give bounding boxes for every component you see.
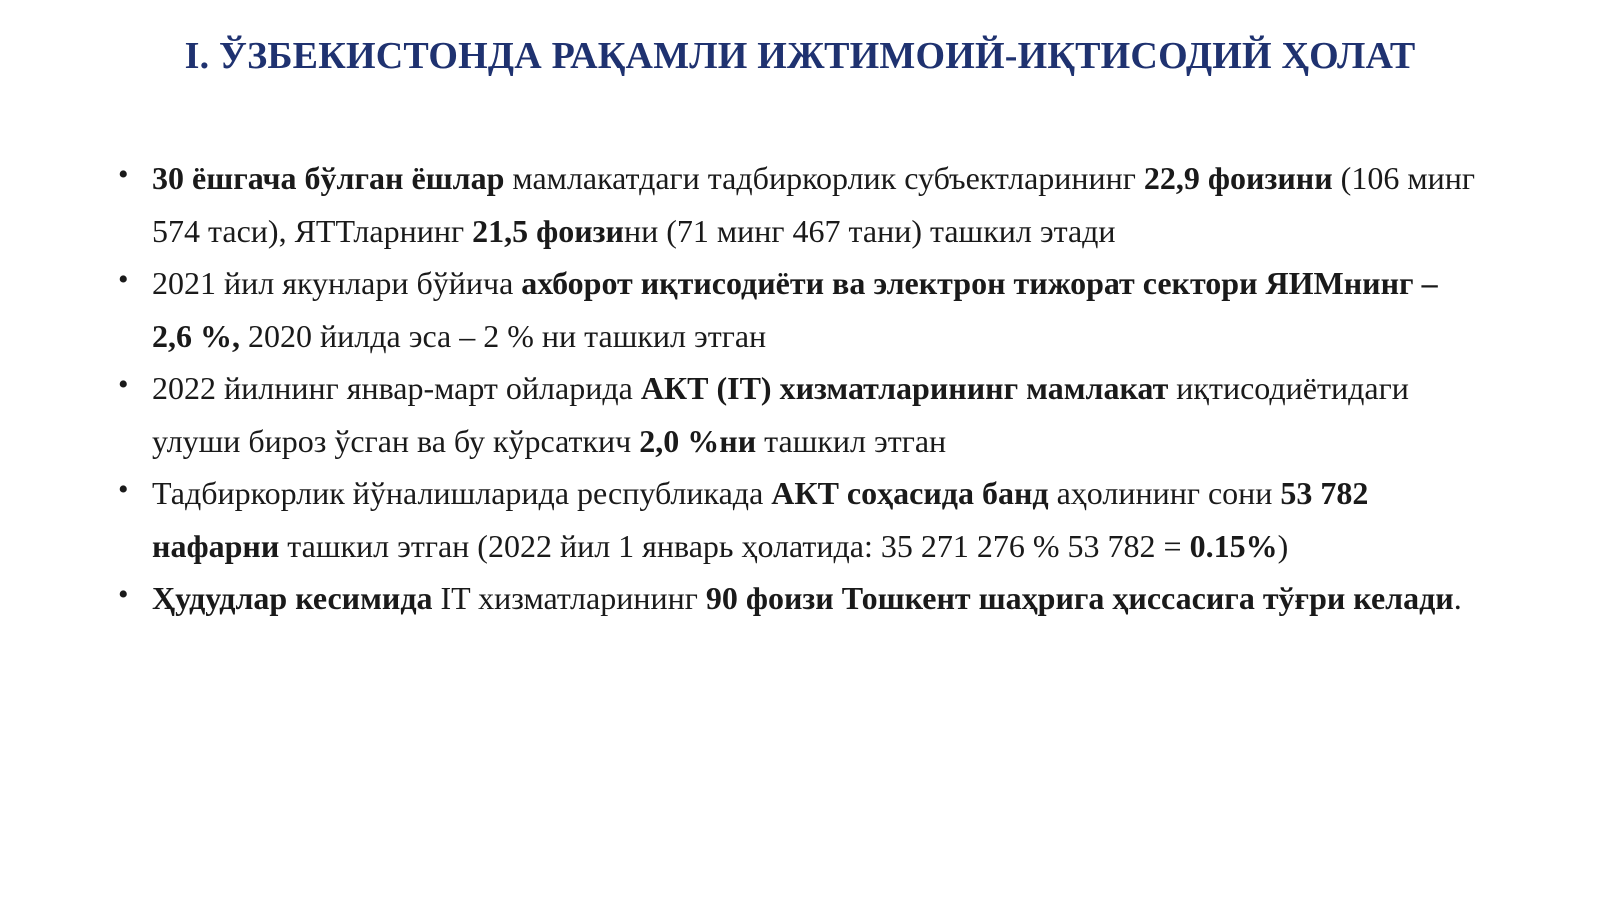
slide-title: I. ЎЗБЕКИСТОНДА РАҚАМЛИ ИЖТИМОИЙ-ИҚТИСОДИЙ ҲОЛАТ bbox=[184, 35, 1416, 77]
text-segment: 30 ёшгача бўлган ёшлар bbox=[152, 160, 505, 196]
text-segment: ташкил этган bbox=[756, 422, 947, 459]
bullet-text bbox=[152, 475, 1368, 564]
text-segment: 2021 йил якунлари бўйича bbox=[152, 265, 522, 301]
text-segment: Тадбиркорлик йўналишларида республикада bbox=[152, 475, 772, 511]
text-segment: ни (71 минг 467 тани) ташкил этади bbox=[623, 212, 1116, 249]
bullet-text bbox=[152, 160, 1475, 249]
bullet-dot-icon: • bbox=[118, 578, 129, 611]
bullet-item bbox=[118, 572, 1478, 625]
text-segment: иқтисодиётидаги улуши бироз ўсган ва бу кўрсаткич bbox=[152, 370, 1409, 459]
text-segment: 90 фоизи Тошкент шаҳрига ҳиссасига тўғри келади bbox=[705, 580, 1454, 616]
text-segment: АКТ (IT) хизматларининг мамлакат bbox=[640, 370, 1169, 406]
text-segment: ахборот иқтисодиёти ва электрон тижорат сектори ЯИМнинг – 2,6 %, bbox=[152, 265, 1438, 354]
text-segment: . bbox=[1453, 580, 1462, 616]
bullet-text bbox=[152, 265, 1438, 354]
bullet-dot-icon: • bbox=[118, 263, 129, 296]
text-segment: ташкил этган (2022 йил 1 январь ҳолатида: 35 271 276 % 53 782 = bbox=[279, 527, 1190, 564]
text-segment: аҳолининг сони bbox=[1048, 475, 1281, 511]
bullet-item bbox=[118, 152, 1478, 257]
text-segment: 53 782 нафарни bbox=[152, 475, 1369, 564]
bullet-text bbox=[152, 580, 1462, 616]
bullet-dot-icon: • bbox=[118, 158, 129, 191]
text-segment: 2,0 %ни bbox=[639, 422, 757, 459]
text-segment: 22,9 фоизини bbox=[1143, 160, 1333, 196]
bullet-item bbox=[118, 467, 1478, 572]
text-segment: мамлакатдаги тадбиркорлик субъектларининг bbox=[504, 160, 1144, 196]
text-segment: (106 минг 574 таси), ЯТТларнинг bbox=[152, 160, 1475, 249]
bullet-item bbox=[118, 257, 1478, 362]
bullet-dot-icon: • bbox=[118, 473, 129, 506]
bullet-text bbox=[152, 370, 1409, 459]
text-segment: 0.15% bbox=[1189, 527, 1278, 564]
bullet-dot-icon: • bbox=[118, 368, 129, 401]
text-segment: ) bbox=[1277, 527, 1289, 564]
bullet-list bbox=[118, 152, 1478, 625]
text-segment: Ҳудудлар кесимида bbox=[152, 580, 433, 616]
bullet-item bbox=[118, 362, 1478, 467]
text-segment: 21,5 фоизи bbox=[472, 212, 624, 249]
text-segment: 2020 йилда эса – 2 % ни ташкил этган bbox=[240, 317, 767, 354]
text-segment: 2022 йилнинг январ-март ойларида bbox=[152, 370, 641, 406]
text-segment: АКТ соҳасида банд bbox=[771, 475, 1049, 511]
text-segment: IT хизматларининг bbox=[432, 580, 706, 616]
